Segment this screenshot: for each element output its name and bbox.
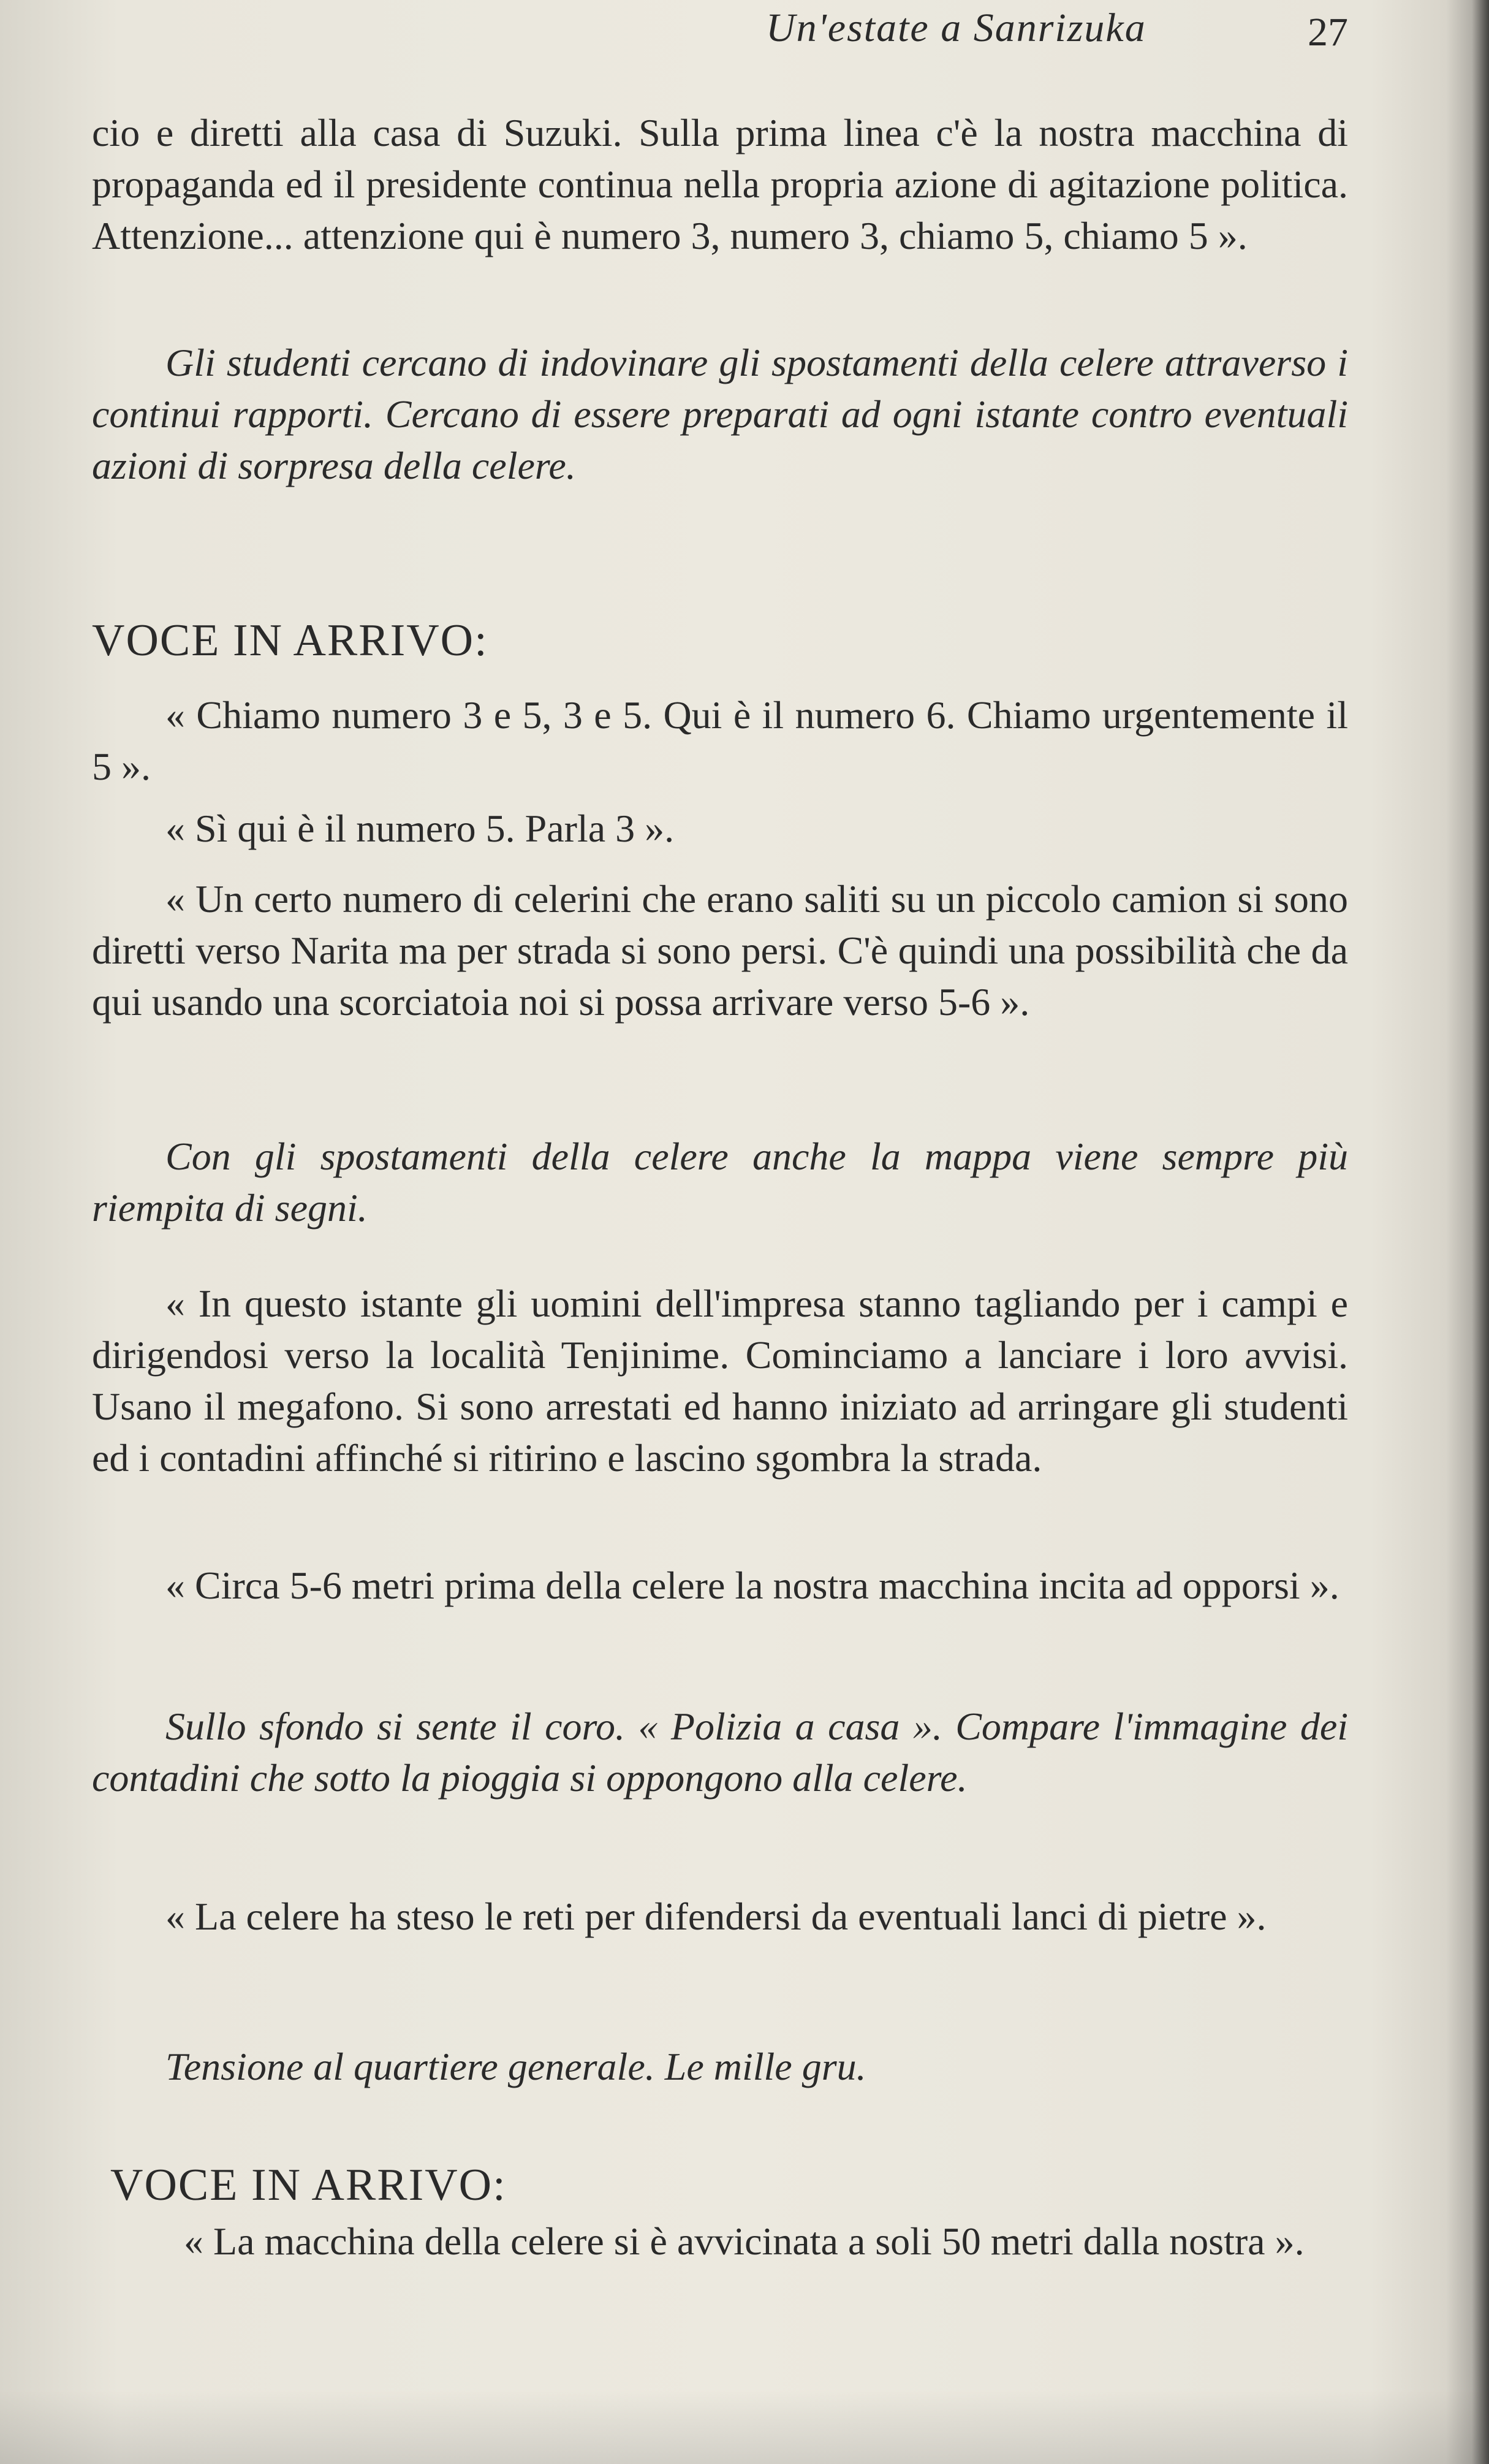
- book-page: [92, 0, 1354, 2464]
- paragraph-stage-direction: Con gli spostamenti della celere anche la mappa viene sempre più riempita di segni.: [92, 1135, 1348, 1230]
- paragraph-dialogue: « La celere ha steso le reti per difendersi da eventuali lanci di pietre ».: [165, 1895, 1267, 1938]
- paragraph-stage-direction: Tensione al quartiere generale. Le mille gru.: [165, 2045, 866, 2088]
- speaker-heading: VOCE IN ARRIVO:: [92, 615, 488, 666]
- paragraph-dialogue-continued: cio e diretti alla casa di Suzuki. Sulla prima linea c'è la nostra macchina di propaganda ed il presidente continua nella propria azione di agitazione politica. Attenzione... attenzione qui è numero 3, numero 3, chiamo 5, chiamo 5 ».: [92, 111, 1348, 257]
- page-number: 27: [1308, 10, 1348, 55]
- paragraph-stage-direction: Gli studenti cercano di indovinare gli spostamenti della celere attraverso i continui rapporti. Cercano di essere preparati ad ogni istante contro eventuali azioni di sorpresa della celere.: [92, 341, 1348, 487]
- paragraph-dialogue: « Chiamo numero 3 e 5, 3 e 5. Qui è il numero 6. Chiamo urgentemente il 5 ».: [92, 693, 1348, 788]
- paragraph-dialogue: « Circa 5-6 metri prima della celere la nostra macchina incita ad opporsi ».: [165, 1564, 1339, 1607]
- paragraph-dialogue: « In questo istante gli uomini dell'impresa stanno tagliando per i campi e dirigendosi verso la località Tenjinime. Cominciamo a lanciare i loro avvisi. Usano il megafono. Si sono arrestati ed hanno iniziato ad arringare gli studenti ed i contadini affinché si ritirino e lascino sgombra la strada.: [92, 1282, 1348, 1480]
- paragraph-dialogue: « Un certo numero di celerini che erano saliti su un piccolo camion si sono diretti verso Narita ma per strada si sono persi. C'è quindi una possibilità che da qui usando una scorciatoia noi si possa arrivare verso 5-6 ».: [92, 877, 1348, 1024]
- page-bottom-shade: [0, 2390, 1489, 2464]
- page-edge-shadow: [1446, 0, 1489, 2464]
- paragraph-stage-direction: Sullo sfondo si sente il coro. « Polizia a casa ». Compare l'immagine dei contadini che sotto la pioggia si oppongono alla celere.: [92, 1705, 1348, 1800]
- running-title: Un'estate a Sanrizuka: [766, 6, 1146, 50]
- paragraph-dialogue: « Sì qui è il numero 5. Parla 3 ».: [165, 807, 675, 850]
- paragraph-dialogue: « La macchina della celere si è avvicinata a soli 50 metri dalla nostra ».: [184, 2219, 1305, 2263]
- speaker-heading: VOCE IN ARRIVO:: [110, 2160, 507, 2210]
- running-head: [766, 0, 1348, 61]
